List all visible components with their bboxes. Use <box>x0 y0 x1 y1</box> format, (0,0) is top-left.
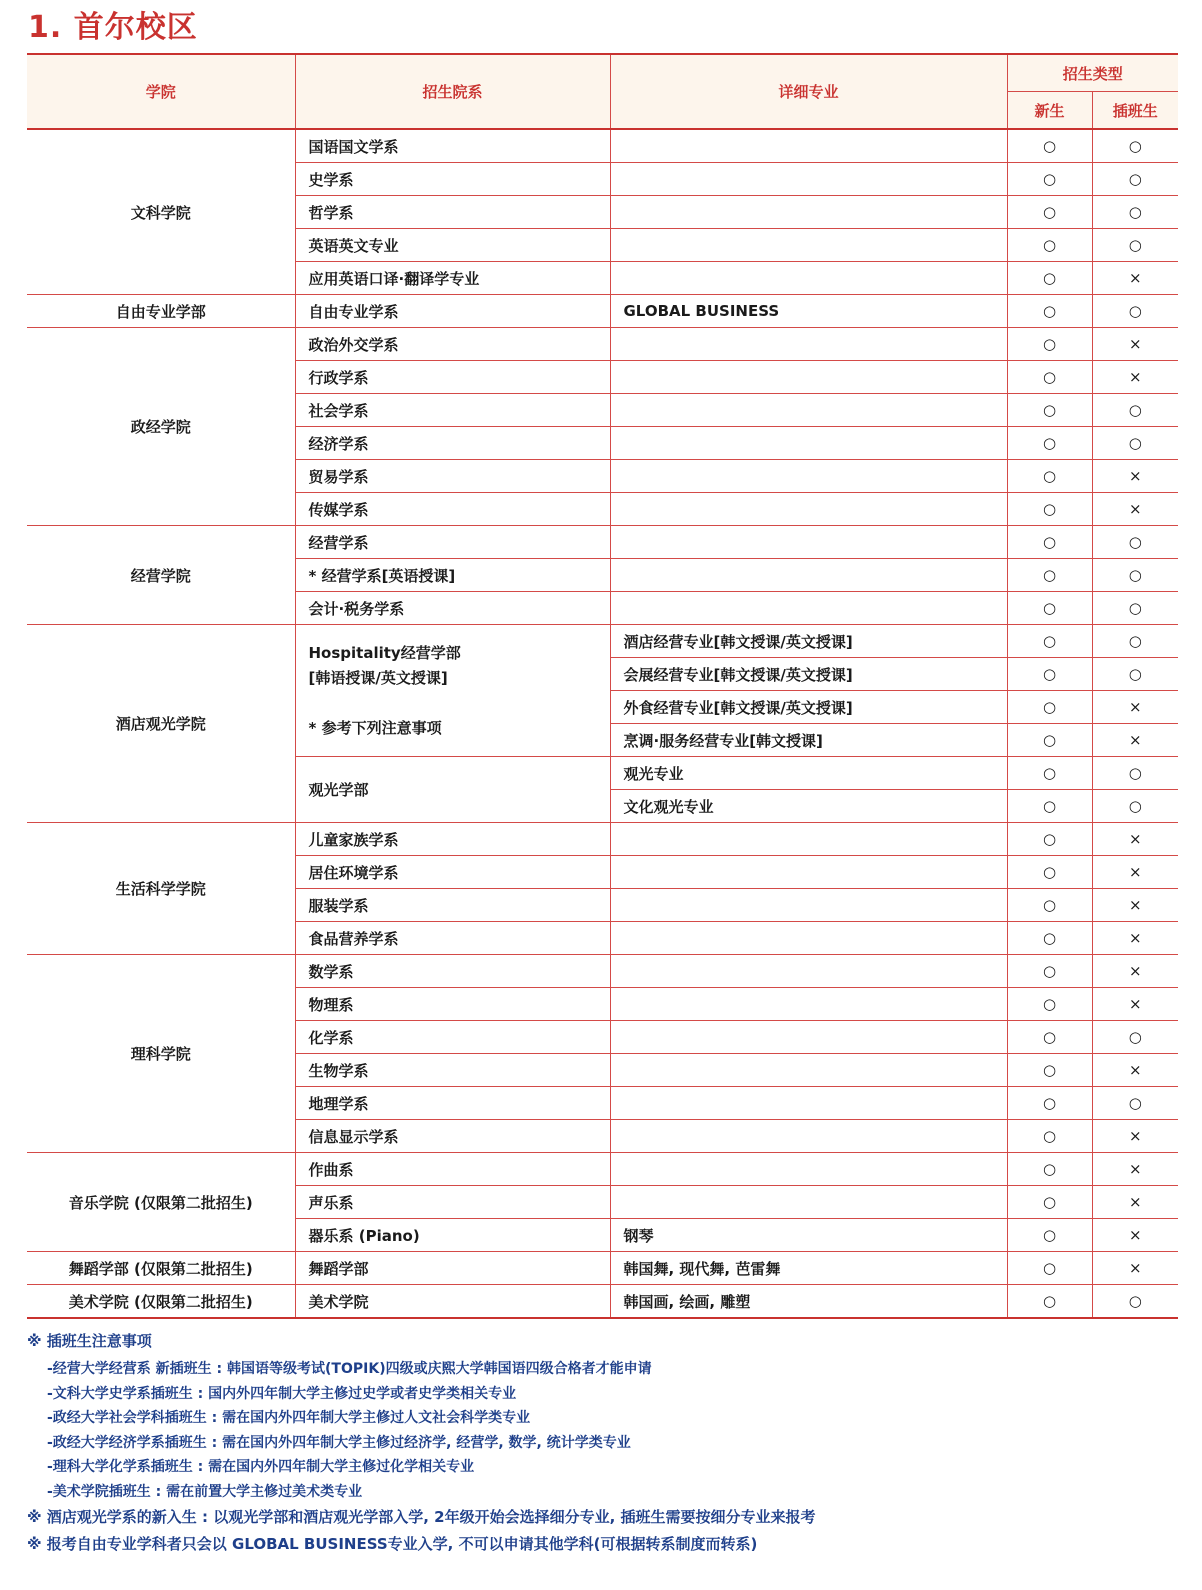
freshman-mark: ○ <box>1007 559 1092 592</box>
department-cell: 居住环境学系 <box>295 856 610 889</box>
transfer-mark: ○ <box>1092 394 1178 427</box>
transfer-mark: ○ <box>1092 592 1178 625</box>
college-cell: 政经学院 <box>27 328 295 526</box>
transfer-mark: ○ <box>1092 1021 1178 1054</box>
freshman-mark: ○ <box>1007 1087 1092 1120</box>
major-cell <box>610 823 1007 856</box>
department-cell: 器乐系 (Piano) <box>295 1219 610 1252</box>
major-cell <box>610 526 1007 559</box>
college-cell: 文科学院 <box>27 129 295 295</box>
freshman-mark: ○ <box>1007 493 1092 526</box>
department-cell <box>295 625 610 757</box>
transfer-mark: × <box>1092 691 1178 724</box>
major-cell <box>610 493 1007 526</box>
major-cell: 观光专业 <box>610 757 1007 790</box>
major-cell <box>610 922 1007 955</box>
transfer-mark: ○ <box>1092 295 1178 328</box>
department-cell: 应用英语口译·翻译学专业 <box>295 262 610 295</box>
major-cell: 文化观光专业 <box>610 790 1007 823</box>
department-cell: 史学系 <box>295 163 610 196</box>
freshman-mark: ○ <box>1007 889 1092 922</box>
major-cell <box>610 163 1007 196</box>
major-cell: 钢琴 <box>610 1219 1007 1252</box>
transfer-mark: ○ <box>1092 1087 1178 1120</box>
department-cell: 生物学系 <box>295 1054 610 1087</box>
freshman-mark: ○ <box>1007 262 1092 295</box>
department-cell: 儿童家族学系 <box>295 823 610 856</box>
major-cell: 韩国画, 绘画, 雕塑 <box>610 1285 1007 1319</box>
department-cell: 贸易学系 <box>295 460 610 493</box>
freshman-mark: ○ <box>1007 328 1092 361</box>
department-cell: * 经营学系[英语授课] <box>295 559 610 592</box>
major-cell <box>610 856 1007 889</box>
table-body <box>27 129 1178 1318</box>
department-cell: 政治外交学系 <box>295 328 610 361</box>
freshman-mark: ○ <box>1007 757 1092 790</box>
freshman-mark: ○ <box>1007 856 1092 889</box>
table-row <box>27 328 1178 361</box>
freshman-mark: ○ <box>1007 1153 1092 1186</box>
freshman-mark: ○ <box>1007 790 1092 823</box>
college-cell: 舞蹈学部 (仅限第二批招生) <box>27 1252 295 1285</box>
major-cell: 酒店经营专业[韩文授课/英文授课] <box>610 625 1007 658</box>
major-cell <box>610 889 1007 922</box>
freshman-mark: ○ <box>1007 1219 1092 1252</box>
header-college: 学院 <box>27 54 295 129</box>
transfer-mark: × <box>1092 856 1178 889</box>
table-row <box>27 1153 1178 1186</box>
transfer-mark: ○ <box>1092 163 1178 196</box>
notes-section <box>27 1330 1177 1558</box>
freshman-mark: ○ <box>1007 658 1092 691</box>
transfer-mark: × <box>1092 361 1178 394</box>
freshman-mark: ○ <box>1007 922 1092 955</box>
note-item: -经营大学经营系 新插班生 : 韩国语等级考试(TOPIK)四级或庆熙大学韩国语四级合格者才能申请 <box>47 1361 652 1377</box>
freshman-mark: ○ <box>1007 295 1092 328</box>
department-cell: 化学系 <box>295 1021 610 1054</box>
department-cell: 服装学系 <box>295 889 610 922</box>
freshman-mark: ○ <box>1007 724 1092 757</box>
major-cell: 外食经营专业[韩文授课/英文授课] <box>610 691 1007 724</box>
major-cell: 烹调·服务经营专业[韩文授课] <box>610 724 1007 757</box>
college-cell: 自由专业学部 <box>27 295 295 328</box>
transfer-mark: × <box>1092 889 1178 922</box>
freshman-mark: ○ <box>1007 163 1092 196</box>
major-cell <box>610 1021 1007 1054</box>
freshman-mark: ○ <box>1007 592 1092 625</box>
department-cell: 观光学部 <box>295 757 610 823</box>
department-cell: 物理系 <box>295 988 610 1021</box>
table-row <box>27 526 1178 559</box>
note-item: -文科大学史学系插班生 : 国内外四年制大学主修过史学或者史学类相关专业 <box>47 1385 517 1402</box>
transfer-mark: × <box>1092 1219 1178 1252</box>
department-cell: 经营学系 <box>295 526 610 559</box>
freshman-mark: ○ <box>1007 460 1092 493</box>
header-major: 详细专业 <box>610 54 1007 129</box>
major-cell <box>610 129 1007 163</box>
major-cell: GLOBAL BUSINESS <box>610 295 1007 328</box>
department-cell: 信息显示学系 <box>295 1120 610 1153</box>
transfer-mark: × <box>1092 460 1178 493</box>
transfer-mark: ○ <box>1092 129 1178 163</box>
department-cell: 声乐系 <box>295 1186 610 1219</box>
department-cell: 舞蹈学部 <box>295 1252 610 1285</box>
note-free-major: ※ 报考自由专业学科者只会以 GLOBAL BUSINESS专业入学, 不可以申请其他学科(可根据转系制度而转系) <box>27 1535 758 1553</box>
transfer-mark: × <box>1092 724 1178 757</box>
major-cell <box>610 559 1007 592</box>
freshman-mark: ○ <box>1007 229 1092 262</box>
transfer-mark: × <box>1092 955 1178 988</box>
major-cell <box>610 262 1007 295</box>
transfer-mark: ○ <box>1092 625 1178 658</box>
transfer-mark: ○ <box>1092 229 1178 262</box>
major-cell <box>610 361 1007 394</box>
college-cell: 理科学院 <box>27 955 295 1153</box>
table-row <box>27 129 1178 163</box>
major-cell <box>610 460 1007 493</box>
freshman-mark: ○ <box>1007 1252 1092 1285</box>
department-cell: 经济学系 <box>295 427 610 460</box>
freshman-mark: ○ <box>1007 1285 1092 1319</box>
freshman-mark: ○ <box>1007 196 1092 229</box>
freshman-mark: ○ <box>1007 427 1092 460</box>
department-cell: 行政学系 <box>295 361 610 394</box>
department-line: [韩语授课/英文授课] <box>308 668 448 687</box>
freshman-mark: ○ <box>1007 129 1092 163</box>
major-cell: 会展经营专业[韩文授课/英文授课] <box>610 658 1007 691</box>
department-line: * 参考下列注意事项 <box>308 718 442 737</box>
freshman-mark: ○ <box>1007 1054 1092 1087</box>
college-cell: 酒店观光学院 <box>27 625 295 823</box>
college-cell: 经营学院 <box>27 526 295 625</box>
transfer-mark: × <box>1092 823 1178 856</box>
freshman-mark: ○ <box>1007 1021 1092 1054</box>
note-hotel: ※ 酒店观光学系的新入生 : 以观光学部和酒店观光学部入学, 2年级开始会选择细分专业, 插班生需要按细分专业来报考 <box>27 1508 816 1526</box>
department-cell: 数学系 <box>295 955 610 988</box>
freshman-mark: ○ <box>1007 1120 1092 1153</box>
note-item: -美术学院插班生 : 需在前置大学主修过美术类专业 <box>47 1483 363 1500</box>
freshman-mark: ○ <box>1007 1186 1092 1219</box>
freshman-mark: ○ <box>1007 988 1092 1021</box>
major-cell <box>610 592 1007 625</box>
transfer-mark: × <box>1092 1252 1178 1285</box>
page-title: 1. 首尔校区 <box>28 10 198 45</box>
department-cell: 作曲系 <box>295 1153 610 1186</box>
major-cell <box>610 1120 1007 1153</box>
transfer-mark: ○ <box>1092 757 1178 790</box>
transfer-mark: × <box>1092 1153 1178 1186</box>
major-cell <box>610 229 1007 262</box>
department-cell: 地理学系 <box>295 1087 610 1120</box>
major-cell <box>610 988 1007 1021</box>
department-line: Hospitality经营学部 <box>308 643 461 662</box>
college-cell: 生活科学学院 <box>27 823 295 955</box>
note-item: -政经大学经济学系插班生 : 需在国内外四年制大学主修过经济学, 经营学, 数学, 统计学类专业 <box>47 1434 631 1451</box>
freshman-mark: ○ <box>1007 823 1092 856</box>
transfer-mark: × <box>1092 328 1178 361</box>
college-cell: 音乐学院 (仅限第二批招生) <box>27 1153 295 1252</box>
department-cell: 社会学系 <box>295 394 610 427</box>
transfer-mark: ○ <box>1092 1285 1178 1319</box>
transfer-mark: × <box>1092 1186 1178 1219</box>
header-freshman: 新生 <box>1007 92 1092 130</box>
department-cell: 食品营养学系 <box>295 922 610 955</box>
major-cell <box>610 1054 1007 1087</box>
transfer-mark: ○ <box>1092 196 1178 229</box>
table-row <box>27 1285 1178 1319</box>
transfer-mark: ○ <box>1092 526 1178 559</box>
transfer-mark: × <box>1092 1120 1178 1153</box>
freshman-mark: ○ <box>1007 526 1092 559</box>
department-cell: 英语英文专业 <box>295 229 610 262</box>
freshman-mark: ○ <box>1007 955 1092 988</box>
table-row <box>27 823 1178 856</box>
department-cell: 哲学系 <box>295 196 610 229</box>
admission-table <box>27 53 1178 1319</box>
table-row <box>27 1252 1178 1285</box>
major-cell <box>610 1153 1007 1186</box>
department-cell: 国语国文学系 <box>295 129 610 163</box>
header-admission-type: 招生类型 <box>1007 54 1178 92</box>
note-item: -政经大学社会学科插班生 : 需在国内外四年制大学主修过人文社会科学类专业 <box>47 1410 531 1426</box>
major-cell: 韩国舞, 现代舞, 芭雷舞 <box>610 1252 1007 1285</box>
department-cell: 美术学院 <box>295 1285 610 1319</box>
transfer-mark: ○ <box>1092 790 1178 823</box>
department-cell: 自由专业学系 <box>295 295 610 328</box>
transfer-mark: ○ <box>1092 559 1178 592</box>
note-item: -理科大学化学系插班生 : 需在国内外四年制大学主修过化学相关专业 <box>47 1459 475 1475</box>
major-cell <box>610 328 1007 361</box>
major-cell <box>610 1087 1007 1120</box>
header-department: 招生院系 <box>295 54 610 129</box>
college-cell: 美术学院 (仅限第二批招生) <box>27 1285 295 1319</box>
department-cell: 传媒学系 <box>295 493 610 526</box>
transfer-mark: × <box>1092 493 1178 526</box>
transfer-mark: ○ <box>1092 658 1178 691</box>
freshman-mark: ○ <box>1007 394 1092 427</box>
major-cell <box>610 394 1007 427</box>
freshman-mark: ○ <box>1007 691 1092 724</box>
transfer-mark: × <box>1092 922 1178 955</box>
major-cell <box>610 1186 1007 1219</box>
freshman-mark: ○ <box>1007 361 1092 394</box>
department-line <box>309 691 610 716</box>
major-cell <box>610 955 1007 988</box>
table-row <box>27 295 1178 328</box>
transfer-mark: × <box>1092 262 1178 295</box>
transfer-mark: × <box>1092 1054 1178 1087</box>
header-transfer: 插班生 <box>1092 92 1178 130</box>
major-cell <box>610 427 1007 460</box>
table-row <box>27 955 1178 988</box>
department-cell: 会计·税务学系 <box>295 592 610 625</box>
transfer-mark: × <box>1092 988 1178 1021</box>
table-row <box>27 625 1178 658</box>
notes-heading: ※ 插班生注意事项 <box>27 1332 152 1350</box>
freshman-mark: ○ <box>1007 625 1092 658</box>
transfer-mark: ○ <box>1092 427 1178 460</box>
major-cell <box>610 196 1007 229</box>
